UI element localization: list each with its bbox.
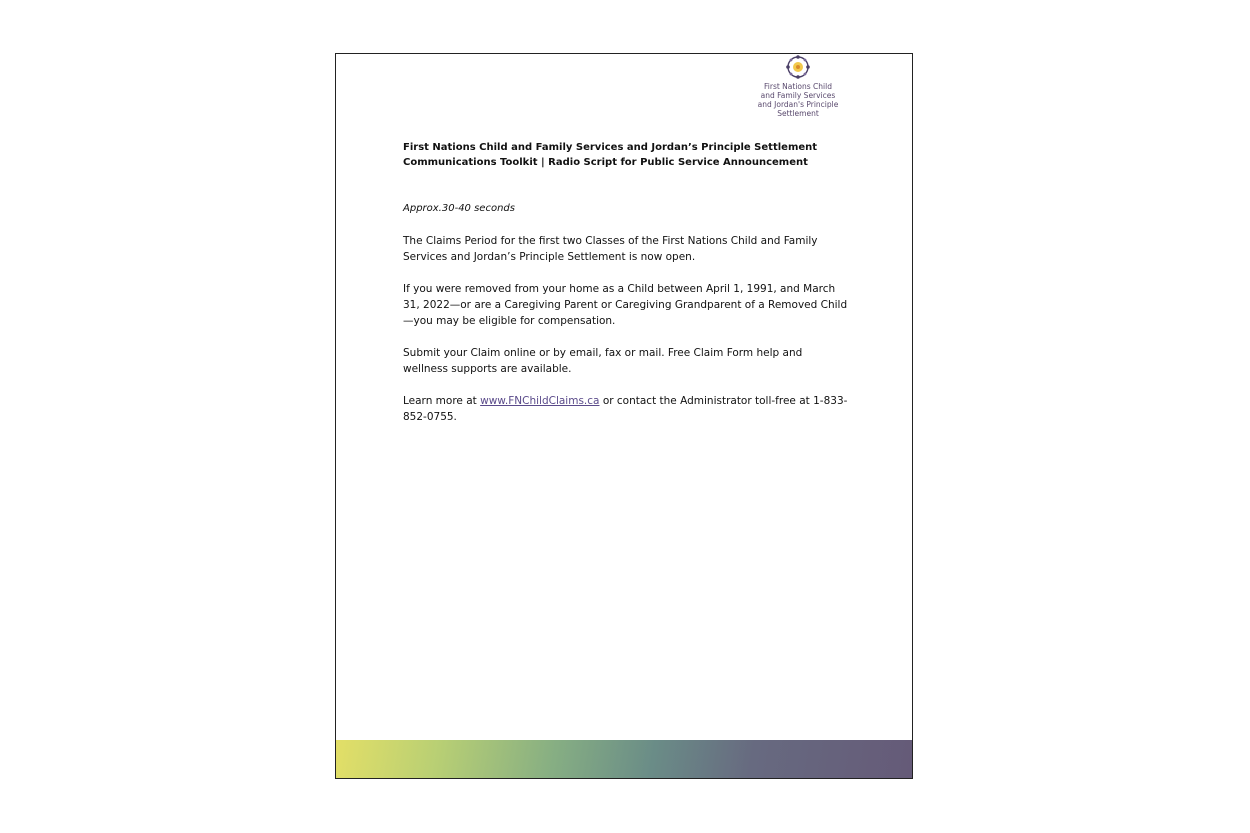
logo-line: Settlement (777, 109, 819, 118)
document-page (335, 53, 913, 779)
paragraph-eligibility: If you were removed from your home as a Child between April 1, 1991, and March 31, 2022—or are a Caregiving Parent or Caregiving Grandparent of a Removed Child—you may be eligible for compensation. (403, 283, 848, 327)
claims-website-link[interactable]: www.FNChildClaims.ca (480, 395, 600, 407)
paragraph-submit-claim: Submit your Claim online or by email, fax or mail. Free Claim Form help and wellness supports are available. (403, 347, 803, 375)
settlement-logo (748, 54, 848, 118)
paragraph-learn-more (403, 393, 848, 425)
title-line-1: First Nations Child and Family Services and Jordan’s Principle Settlement (403, 142, 818, 153)
duration-note: Approx.30-40 seconds (403, 203, 515, 214)
learn-more-prefix: Learn more at (403, 395, 481, 407)
paragraph-claims-period: The Claims Period for the first two Classes of the First Nations Child and Family Services and Jordan’s Principle Settlement is now open. (403, 235, 818, 263)
document-content (403, 140, 848, 436)
document-title (403, 140, 848, 170)
learn-more-suffix: or contact the Administrator toll-free at 1-833-852-0755. (403, 395, 848, 423)
logo-text (748, 82, 848, 118)
title-line-2: Communications Toolkit | Radio Script for Public Service Announcement (403, 157, 808, 168)
settlement-emblem-icon (785, 54, 811, 80)
logo-line: and Jordan's Principle (757, 100, 839, 109)
logo-line: First Nations Child (764, 82, 832, 91)
logo-line: and Family Services (760, 91, 836, 100)
footer-gradient-band (336, 740, 912, 778)
